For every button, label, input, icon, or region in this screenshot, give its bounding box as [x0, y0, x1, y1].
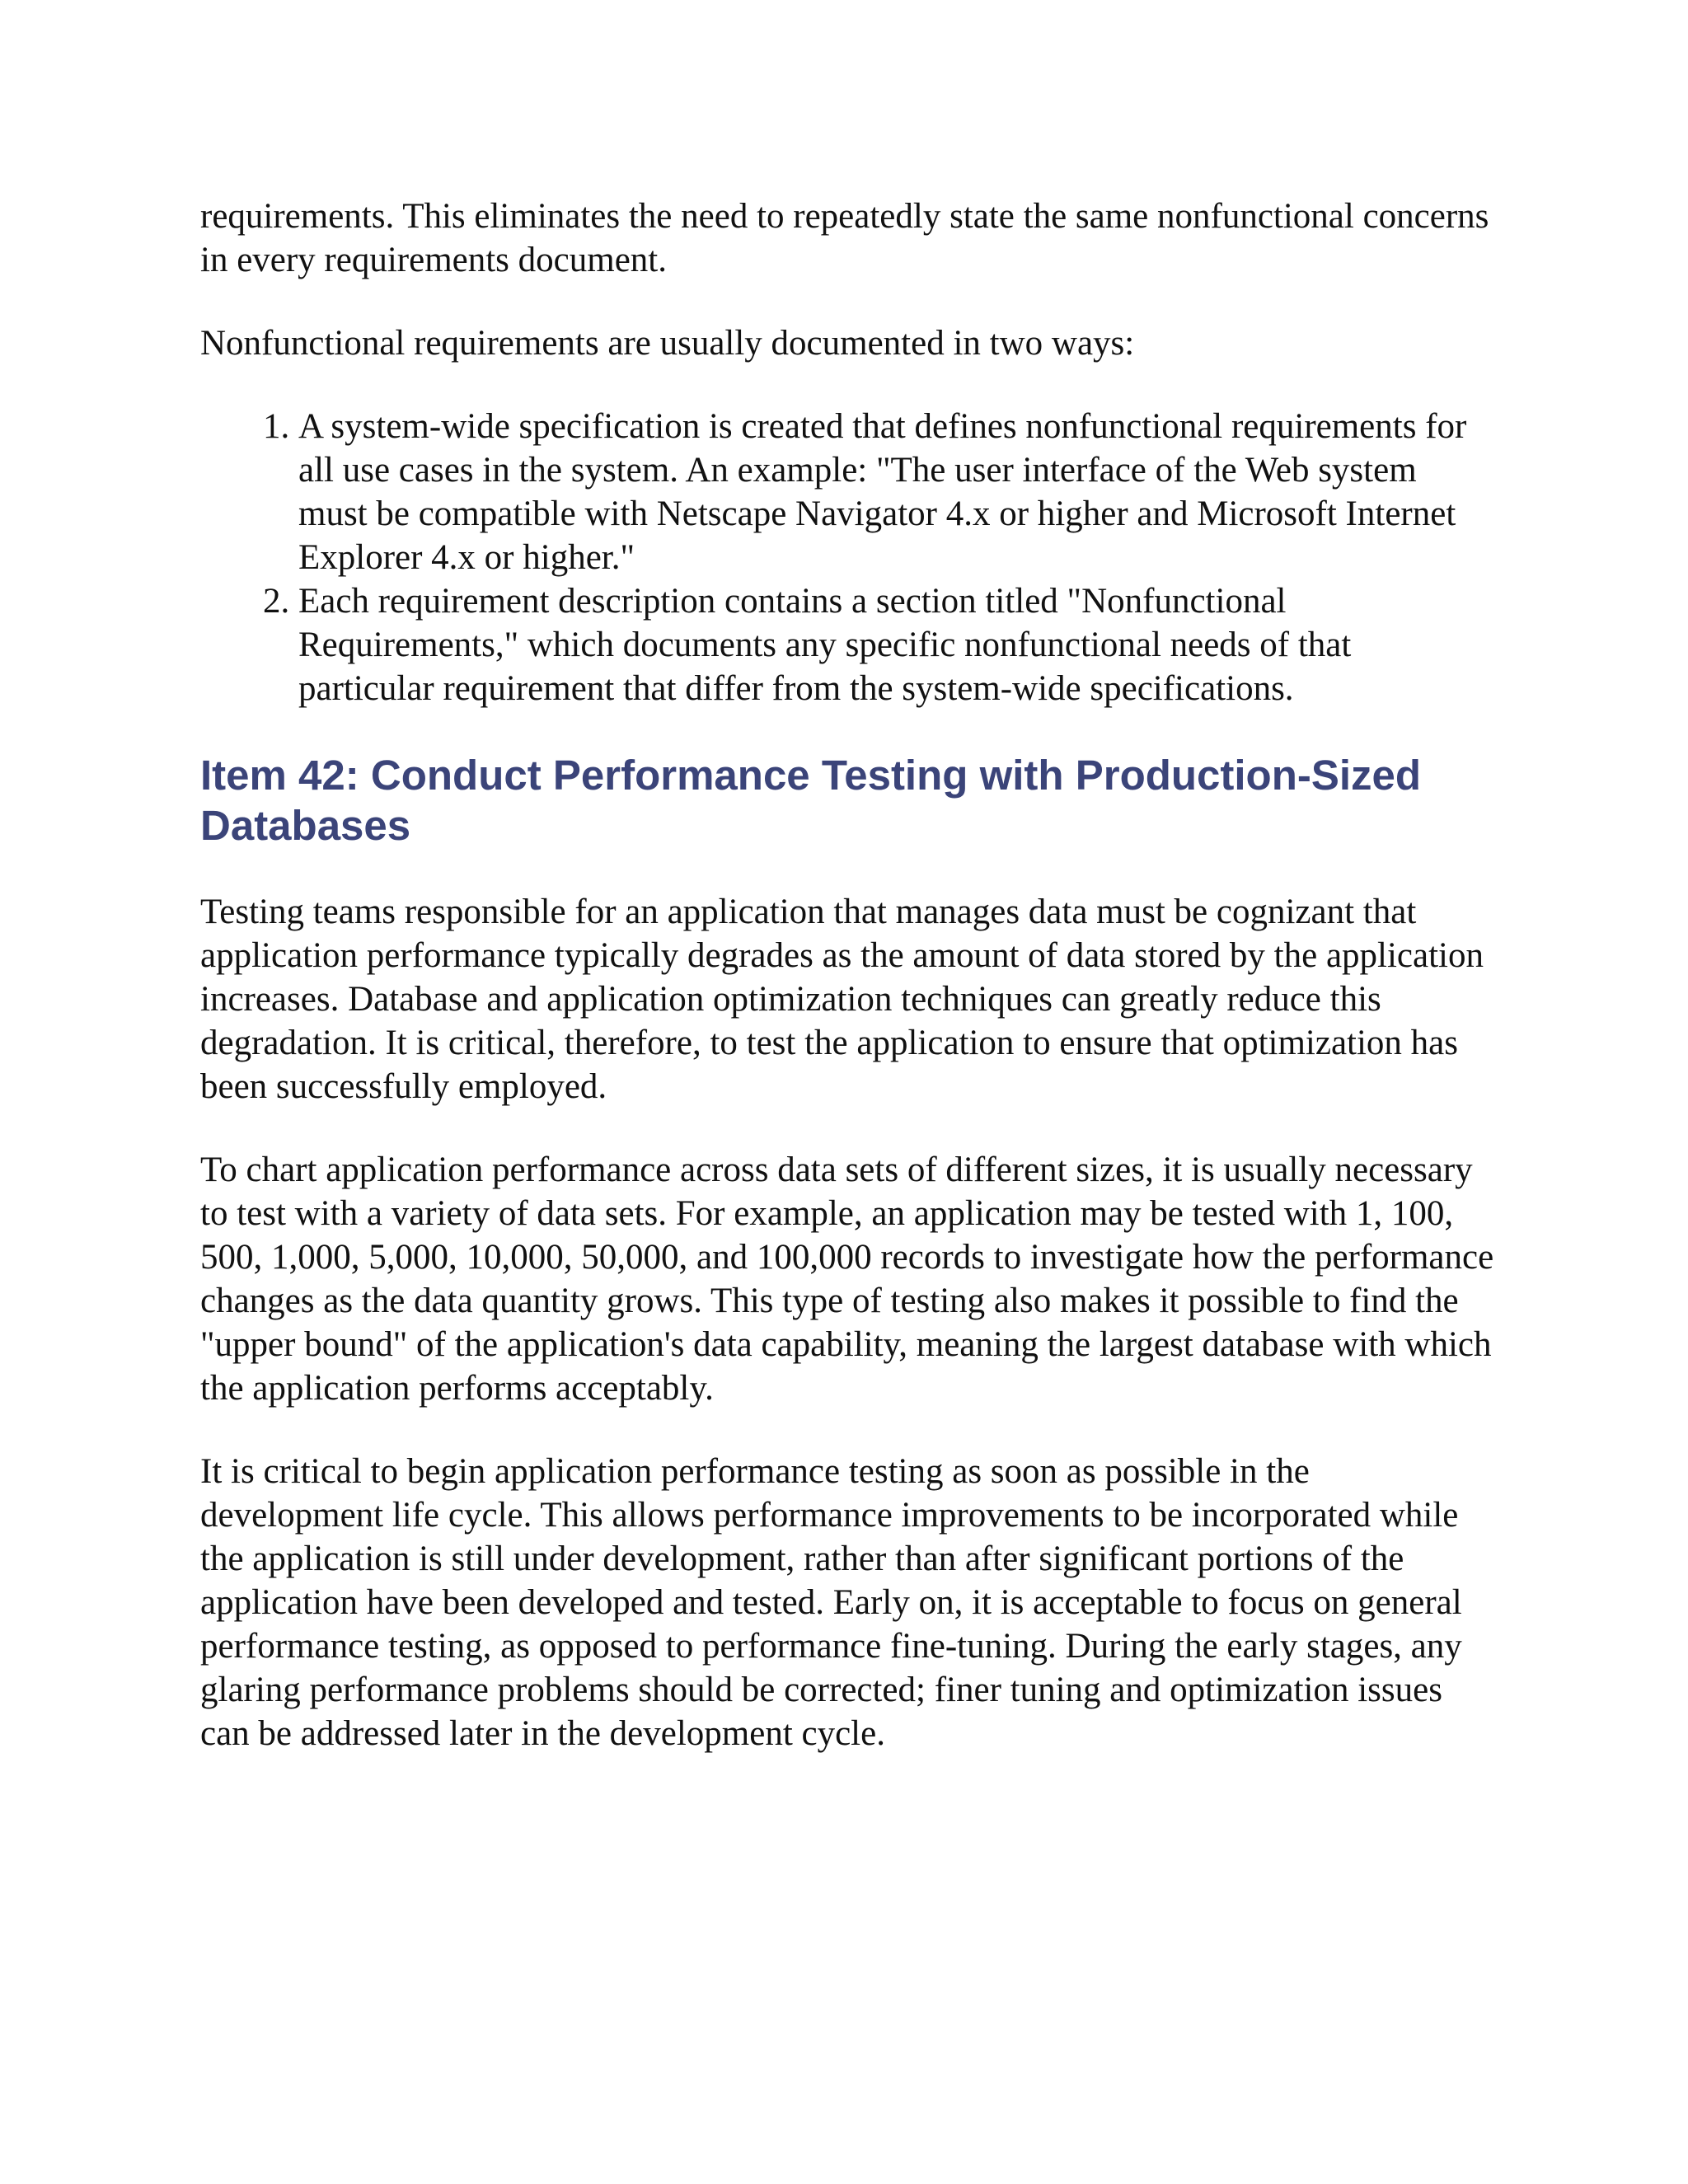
paragraph: It is critical to begin application performance testing as soon as possible in the development life cycle. This allows performance improvements to be incorporated while the application is still under development, rather than after significant portions of the application have been developed and tested. Early on, it is acceptable to focus on general performance testing, as opposed to performance fine-tuning. During the early stages, any glaring performance problems should be corrected; finer tuning and optimization issues can be addressed later in the development cycle. [200, 1452, 1462, 1753]
paragraph-continuation: requirements. This eliminates the need to repeatedly state the same nonfunctional concerns in every requirements document. [200, 197, 1489, 279]
document-page [200, 194, 1494, 1795]
list-item: 1. A system-wide specification is created that defines nonfunctional requirements for all use cases in the system. An example: "The user interface of the Web system must be compatible with Netscape Navigator 4.x or higher and Microsoft Internet Explorer 4.x or higher." [298, 405, 1494, 579]
section-heading: Item 42: Conduct Performance Testing with Production-Sized Databases [200, 752, 1422, 849]
paragraph: Testing teams responsible for an application that manages data must be cognizant that application performance typically degrades as the amount of data stored by the application increases. Database and application optimization techniques can greatly reduce this degradation. It is critical, therefore, to test the application to ensure that optimization has been successfully employed. [200, 893, 1484, 1106]
paragraph: To chart application performance across data sets of different sizes, it is usually necessary to test with a variety of data sets. For example, an application may be tested with 1, 100, 500, 1,000, 5,000, 10,000, 50,000, and 100,000 records to investigate how the performance changes as the data quantity grows. This type of testing also makes it possible to find the "upper bound" of the application's data capability, meaning the largest database with which the application performs acceptably. [200, 1151, 1494, 1408]
paragraph-list-intro: Nonfunctional requirements are usually documented in two ways: [200, 324, 1135, 363]
list-item: 2. Each requirement description contains a section titled "Nonfunctional Requirements," which documents any specific nonfunctional needs of that particular requirement that differ from the system-wide specifications. [298, 579, 1494, 710]
numbered-list [200, 405, 1494, 710]
